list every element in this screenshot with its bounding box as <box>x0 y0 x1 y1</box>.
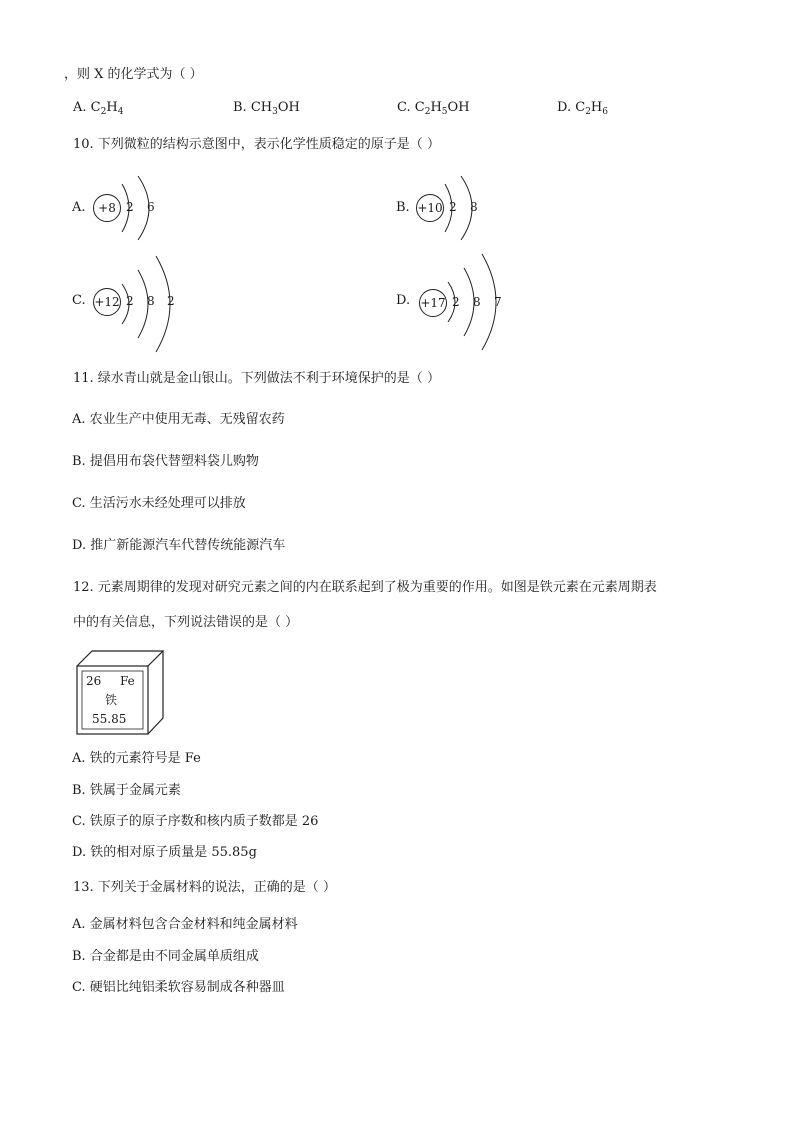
option-letter: C. <box>72 293 86 308</box>
electron-count: 8 <box>473 295 481 309</box>
atomic-number: 26 <box>86 674 102 688</box>
q13-option-a: A. 金属材料包含合金材料和纯金属材料 <box>72 917 298 932</box>
q11-option-b: B. 提倡用布袋代替塑料袋儿购物 <box>72 454 259 469</box>
electron-count: 2 <box>449 200 457 214</box>
q13-option-b: B. 合金都是由不同金属单质组成 <box>72 949 259 964</box>
nucleus-circle: +8 <box>93 194 121 222</box>
option-letter: D. <box>557 100 572 115</box>
electron-count: 8 <box>470 200 478 214</box>
electron-count: 7 <box>494 295 502 309</box>
electron-shell-arcs <box>118 176 168 240</box>
formula-subscript: 6 <box>602 107 608 117</box>
q12-option-a: A. 铁的元素符号是 Fe <box>72 751 201 766</box>
q12-stem-line2: 中的有关信息，下列说法错误的是（ ） <box>73 615 299 630</box>
electron-count: 2 <box>126 200 134 214</box>
formula-subscript: 2 <box>585 107 591 117</box>
electron-count: 8 <box>147 294 155 308</box>
q12-option-c: C. 铁原子的原子序数和核内质子数都是 26 <box>72 814 319 829</box>
formula-part: C <box>414 100 425 115</box>
formula-part: OH <box>277 100 300 115</box>
element-cell-cube <box>76 650 166 735</box>
formula-part: H <box>106 100 118 115</box>
q13-stem: 13. 下列关于金属材料的说法，正确的是（ ） <box>73 880 336 895</box>
formula-part: CH <box>250 100 273 115</box>
formula-subscript: 2 <box>424 107 431 117</box>
formula-part: H <box>590 100 603 115</box>
q10-stem: 10. 下列微粒的结构示意图中，表示化学性质稳定的原子是（ ） <box>73 137 440 152</box>
formula-subscript: 3 <box>272 107 278 117</box>
q9-option-a <box>73 100 124 117</box>
formula-part: OH <box>447 100 470 115</box>
option-letter: D. <box>396 293 411 308</box>
element-symbol: Fe <box>120 674 135 688</box>
electron-count: 2 <box>452 295 460 309</box>
q12-stem-line1: 12. 元素周期律的发现对研究元素之间的内在联系起到了极为重要的作用。如图是铁元素在元素周期表 <box>73 580 657 595</box>
q12-option-b: B. 铁属于金属元素 <box>72 783 181 798</box>
formula-part: H <box>430 100 442 115</box>
q9-stem-tail: ，则 X 的化学式为（ ） <box>64 67 203 82</box>
formula-part: C <box>575 100 586 115</box>
element-name: 铁 <box>105 693 118 707</box>
electron-shell-arcs <box>444 254 514 350</box>
electron-count: 2 <box>126 294 134 308</box>
electron-count: 6 <box>147 200 155 214</box>
nucleus-circle: +17 <box>419 289 447 317</box>
electron-count: 2 <box>167 294 175 308</box>
formula-subscript: 5 <box>441 107 448 117</box>
option-letter: A. <box>73 100 87 115</box>
option-letter: B. <box>396 200 410 215</box>
q9-option-c <box>397 100 470 117</box>
option-letter: B. <box>233 100 247 115</box>
option-letter: C. <box>397 100 411 115</box>
formula-part: C <box>90 100 101 115</box>
q9-option-d <box>557 100 608 117</box>
electron-shell-arcs <box>441 176 491 240</box>
q11-option-c: C. 生活污水未经处理可以排放 <box>72 496 246 511</box>
nucleus-circle: +12 <box>93 288 121 316</box>
formula-subscript: 4 <box>117 107 124 117</box>
atomic-mass: 55.85 <box>92 712 127 726</box>
formula-subscript: 2 <box>100 107 107 117</box>
electron-shell-arcs <box>118 256 188 352</box>
q12-option-d: D. 铁的相对原子质量是 55.85g <box>72 845 257 860</box>
q13-option-c: C. 硬铝比纯铝柔软容易制成各种器皿 <box>72 980 285 995</box>
nucleus-circle: +10 <box>416 194 444 222</box>
q11-stem: 11. 绿水青山就是金山银山。下列做法不利于环境保护的是（ ） <box>73 371 440 386</box>
q11-option-d: D. 推广新能源汽车代替传统能源汽车 <box>72 538 286 553</box>
q9-option-b <box>233 100 300 117</box>
option-letter: A. <box>72 200 86 215</box>
q11-option-a: A. 农业生产中使用无毒、无残留农药 <box>72 412 285 427</box>
